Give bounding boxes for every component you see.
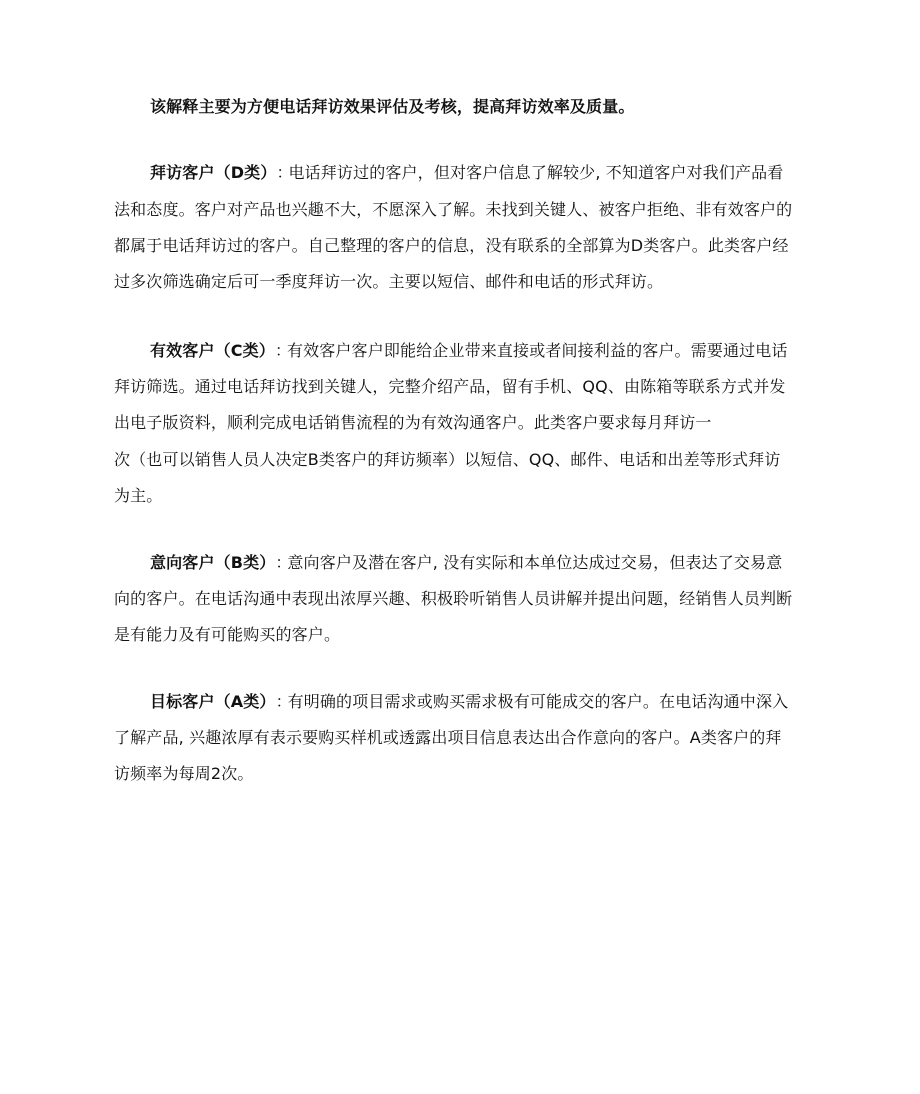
section-b-heading: 意向客户（B类） (150, 553, 276, 572)
section-d-line-2: 法和态度。客户对产品也兴趣不大，不愿深入了解。未找到关键人、被客户拒绝、非有效客户的 (114, 200, 793, 219)
section-d-line-3: 都属于电话拜访过的客户。自己整理的客户的信息，没有联系的全部算为D类客户。此类客户经 (114, 236, 789, 255)
section-d-colon: ： (276, 163, 293, 182)
section-d-heading: 拜访客户（D类） (150, 163, 277, 182)
section-a-line-2: 了解产品, 兴趣浓厚有表示要购买样机或透露出项目信息表达出合作意向的客户。A类客户的拜 (114, 728, 782, 747)
section-c-colon: ： (274, 341, 292, 360)
section-c-heading: 有效客户（C类） (150, 341, 275, 360)
section-c-first-line (150, 341, 788, 361)
section-b-line-3: 是有能力及有可能购买的客户。 (114, 625, 341, 644)
section-c-line-3: 出电子版资料，顺利完成电话销售流程的为有效沟通客户。此类客户要求每月拜访一 (114, 413, 712, 432)
section-a-line-1: 有明确的项目需求或购买需求极有可能成交的客户。在电话沟通中深入 (287, 692, 789, 711)
section-c-line-5: 为主。 (114, 486, 163, 505)
section-b-first-line (150, 553, 782, 573)
section-d-line-4: 过多次筛选确定后可一季度拜访一次。主要以短信、邮件和电话的形式拜访。 (114, 272, 664, 291)
section-a-line-3: 访频率为每周2次。 (114, 764, 254, 783)
section-a-colon: ： (275, 692, 292, 711)
section-c-line-4: 次（也可以销售人员人决定B类客户的拜访频率）以短信、QQ、邮件、电话和出差等形式拜访 (114, 450, 781, 469)
section-a-first-line (150, 692, 788, 712)
section-b-line-1: 意向客户及潜在客户, 没有实际和本单位达成过交易，但表达了交易意 (287, 553, 783, 572)
section-d-line-1: 电话拜访过的客户，但对客户信息了解较少, 不知道客户对我们产品看 (288, 163, 784, 182)
section-a-heading: 目标客户（A类） (150, 692, 276, 711)
section-c-line-2: 拜访筛选。通过电话拜访找到关键人，完整介绍产品，留有手机、QQ、由陈箱等联系方式并发 (114, 377, 786, 396)
section-c-line-1: 有效客户客户即能给企业带来直接或者间接利益的客户。需要通过电话 (286, 341, 788, 360)
section-d-first-line (150, 163, 783, 183)
section-b-colon: ： (275, 553, 292, 572)
section-b-line-2: 向的客户。在电话沟通中表现出浓厚兴趣、积极聆听销售人员讲解并提出问题，经销售人员判断 (114, 589, 793, 608)
intro-text: 该解释主要为方便电话拜访效果评估及考核，提高拜访效率及质量。 (150, 97, 635, 116)
